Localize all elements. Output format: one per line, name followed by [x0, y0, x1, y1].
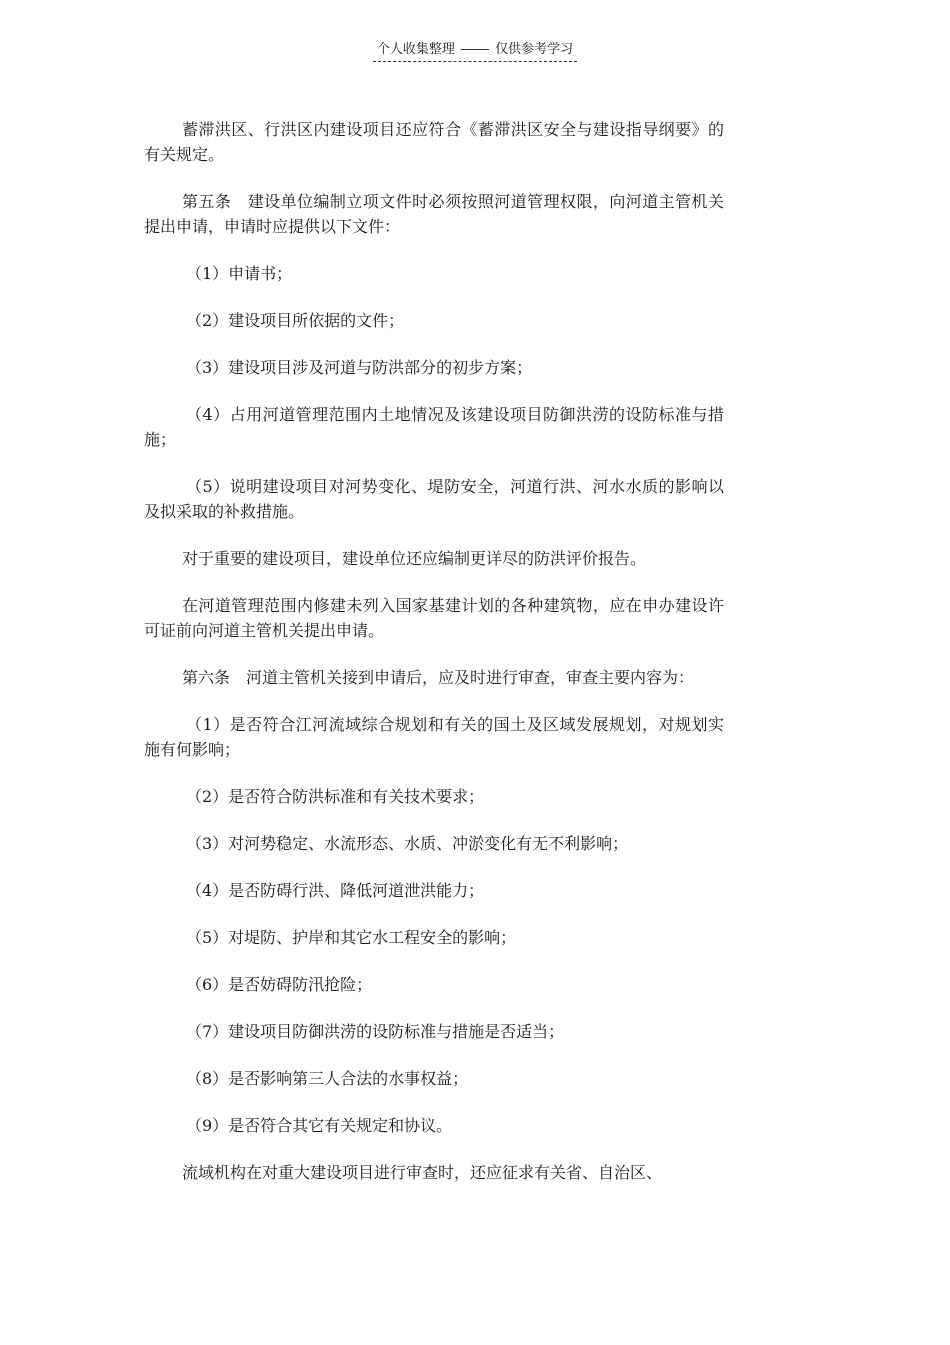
page-header [0, 38, 950, 62]
list-item: （1）申请书； [186, 264, 293, 283]
list-item: （9）是否符合其它有关规定和协议。 [186, 1116, 453, 1135]
list-item: （3）建设项目涉及河道与防洪部分的初步方案； [186, 358, 533, 377]
list-item: （4）是否防碍行洪、降低河道泄洪能力； [186, 881, 485, 900]
list-item: （1）是否符合江河流域综合规划和有关的国土及区域发展规划，对规划实施有何影响； [144, 715, 724, 759]
list-item: （4）占用河道管理范围内土地情况及该建设项目防御洪涝的设防标准与措施； [144, 405, 724, 449]
header-left-label: 个人收集整理 [376, 42, 455, 57]
header-text [373, 41, 577, 62]
header-right-label: 仅供参考学习 [495, 42, 574, 57]
paragraph: 流域机构在对重大建设项目进行审查时，还应征求有关省、自治区、 [182, 1163, 663, 1182]
list-item: （7）建设项目防御洪涝的设防标准与措施是否适当； [186, 1022, 565, 1041]
paragraph: 在河道管理范围内修建未列入国家基建计划的各种建筑物，应在申办建设许可证前向河道主管机关提出申请。 [144, 596, 724, 640]
list-item: （6）是否妨碍防汛抢险； [186, 975, 373, 994]
list-item: （3）对河势稳定、水流形态、水质、冲淤变化有无不利影响； [186, 834, 629, 853]
list-item: （5）说明建设项目对河势变化、堤防安全，河道行洪、河水水质的影响以及拟采取的补救措施。 [144, 477, 724, 521]
article-6-paragraph: 第六条 河道主管机关接到申请后，应及时进行审查，审查主要内容为： [182, 668, 695, 687]
document-body [144, 117, 724, 1207]
list-item: （8）是否影响第三人合法的水事权益； [186, 1069, 469, 1088]
paragraph: 蓄滞洪区、行洪区内建设项目还应符合《蓄滞洪区安全与建设指导纲要》的有关规定。 [144, 120, 724, 164]
article-5-paragraph: 第五条 建设单位编制立项文件时必须按照河道管理权限，向河道主管机关提出申请，申请时应提供以下文件： [144, 192, 724, 236]
paragraph: 对于重要的建设项目，建设单位还应编制更详尽的防洪评价报告。 [182, 549, 647, 568]
list-item: （2）是否符合防洪标准和有关技术要求； [186, 787, 485, 806]
list-item: （2）建设项目所依据的文件； [186, 311, 405, 330]
header-separator [461, 49, 489, 50]
list-item: （5）对堤防、护岸和其它水工程安全的影响； [186, 928, 517, 947]
